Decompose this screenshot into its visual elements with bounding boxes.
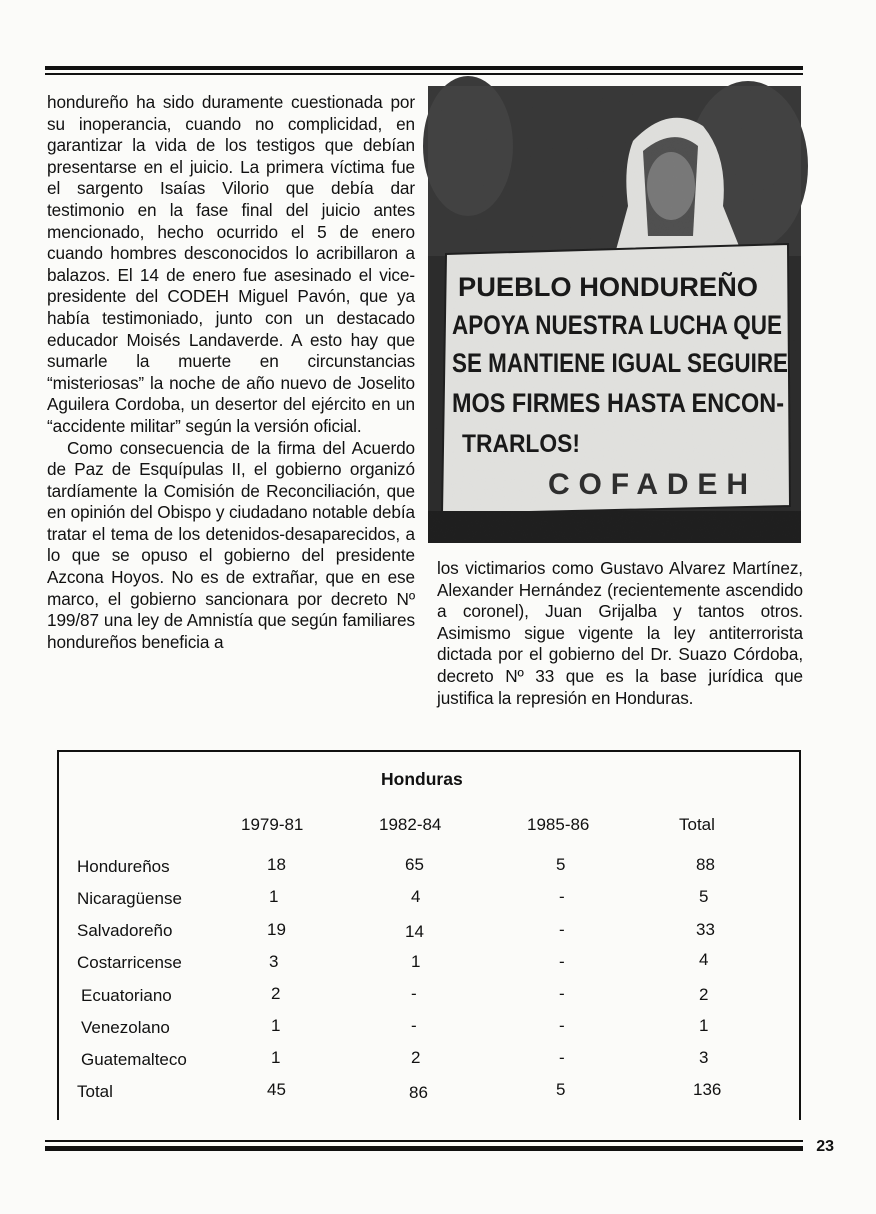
row-label: Guatemalteco [81,1050,187,1069]
table-cell: - [559,887,565,906]
table-cell: 2 [271,984,281,1003]
bottom-rule-thin [45,1140,803,1142]
sign-footer: COFADEH [548,468,748,501]
table-cell: 5 [699,887,709,906]
table-cell: 5 [556,1080,566,1099]
table-cell: 1 [269,887,279,906]
sign-text-line: APOYA NUESTRA LUCHA QUE [452,310,782,340]
table-cell: 3 [699,1048,709,1067]
top-rule-thick [45,66,803,70]
article-column-left [47,92,415,653]
table-cell: 45 [267,1080,286,1099]
row-label: Venezolano [81,1018,170,1037]
table-cell: - [559,984,565,1003]
row-label: Salvadoreño [77,921,173,940]
article-paragraph: los victimarios como Gustavo Alvarez Martínez, Alexander Hernández (recientemente ascendido a coronel), Juan Grijalba y tantos otros. Asimismo sigue vigente la ley antiterrorista dictada por el gobierno del Dr. Suazo Córdoba, decreto Nº 33 que es la base jurídica que justifica la represión en Honduras. [437,558,803,708]
table-cell: 2 [411,1048,421,1067]
row-label: Hondureños [77,857,170,876]
protest-photo-image [428,86,801,543]
sign-text-line: TRARLOS! [462,430,580,458]
table-cell: 14 [405,922,424,941]
column-header: 1979-81 [241,815,304,834]
article-paragraph: Como consecuencia de la firma del Acuerdo de Paz de Esquípulas II, el gobierno organizó tardíamente la Comisión de Reconciliación, que en opinión del Obispo y ciudadano notable debía tratar el tema de los detenidos-desaparecidos, a lo que se opuso el gobierno del presidente Azcona Hoyos. No es de extrañar, que en ese marco, el gobierno sancionara por decreto Nº 199/87 una ley de Amnistía que según familiares hondureños beneficia a [47,437,415,652]
table-cell: 136 [693,1080,722,1099]
bottom-rule-thick [45,1146,803,1151]
column-header: 1985-86 [527,815,590,834]
table-cell: 18 [267,855,286,874]
table-cell: 1 [699,1016,709,1035]
table-cell: - [559,952,565,971]
row-label: Total [77,1082,113,1101]
table-cell: 4 [411,887,421,906]
table-cell: 3 [269,952,279,971]
table-title: Honduras [381,769,463,789]
row-label: Nicaragüense [77,889,182,908]
top-rule-thin [45,73,803,75]
article-paragraph: hondureño ha sido duramente cuestionada por su inoperancia, cuando no complicidad, en garantizar la vida de los testigos que debían presentarse en el juicio. La primera víctima fue el sargento Isaías Vilorio que debía dar testimonio en la fase final del juicio antes mencionado, hecho ocurrido el 5 de enero cuando hombres desconocidos lo acribillaron a balazos. El 14 de enero fue asesinado el vice-presidente del CODEH Miguel Pavón, que ya había testimoniado, junto con un destacado educador Moisés Landaverde. A esto hay que sumarle la muerte en circunstancias “misteriosas” la noche de año nuevo de Joselito Aguilera Cordoba, un desertor del ejército en un “accidente militar” según la versión oficial. [47,92,415,436]
column-header: 1982-84 [379,815,442,834]
article-column-right [437,558,803,709]
table-cell: 88 [696,855,715,874]
sign-text-line: PUEBLO HONDUREÑO [458,272,756,302]
table-cell: 2 [699,985,709,1004]
table-cell: 86 [409,1083,428,1102]
table-cell: - [559,1048,565,1067]
table-cell: - [559,1016,565,1035]
sign-text-line: MOS FIRMES HASTA ENCON- [452,388,784,418]
table-cell: 65 [405,855,424,874]
table-cell: 33 [696,920,715,939]
row-label: Ecuatoriano [81,986,172,1005]
column-header: Total [679,815,715,834]
table-cell: 1 [411,952,421,971]
table-cell: 1 [271,1016,281,1035]
row-label: Costarricense [77,953,182,972]
table-cell: 5 [556,855,566,874]
statistics-table [57,750,801,1120]
table-cell: 1 [271,1048,281,1067]
table-cell: - [559,920,565,939]
table-cell: - [411,1016,417,1035]
page-number: 23 [816,1138,834,1155]
sign-text-line: SE MANTIENE IGUAL SEGUIRE [452,348,788,378]
table-cell: 19 [267,920,286,939]
table-cell: - [411,984,417,1003]
protest-photo [428,86,801,543]
table-cell: 4 [699,950,709,969]
